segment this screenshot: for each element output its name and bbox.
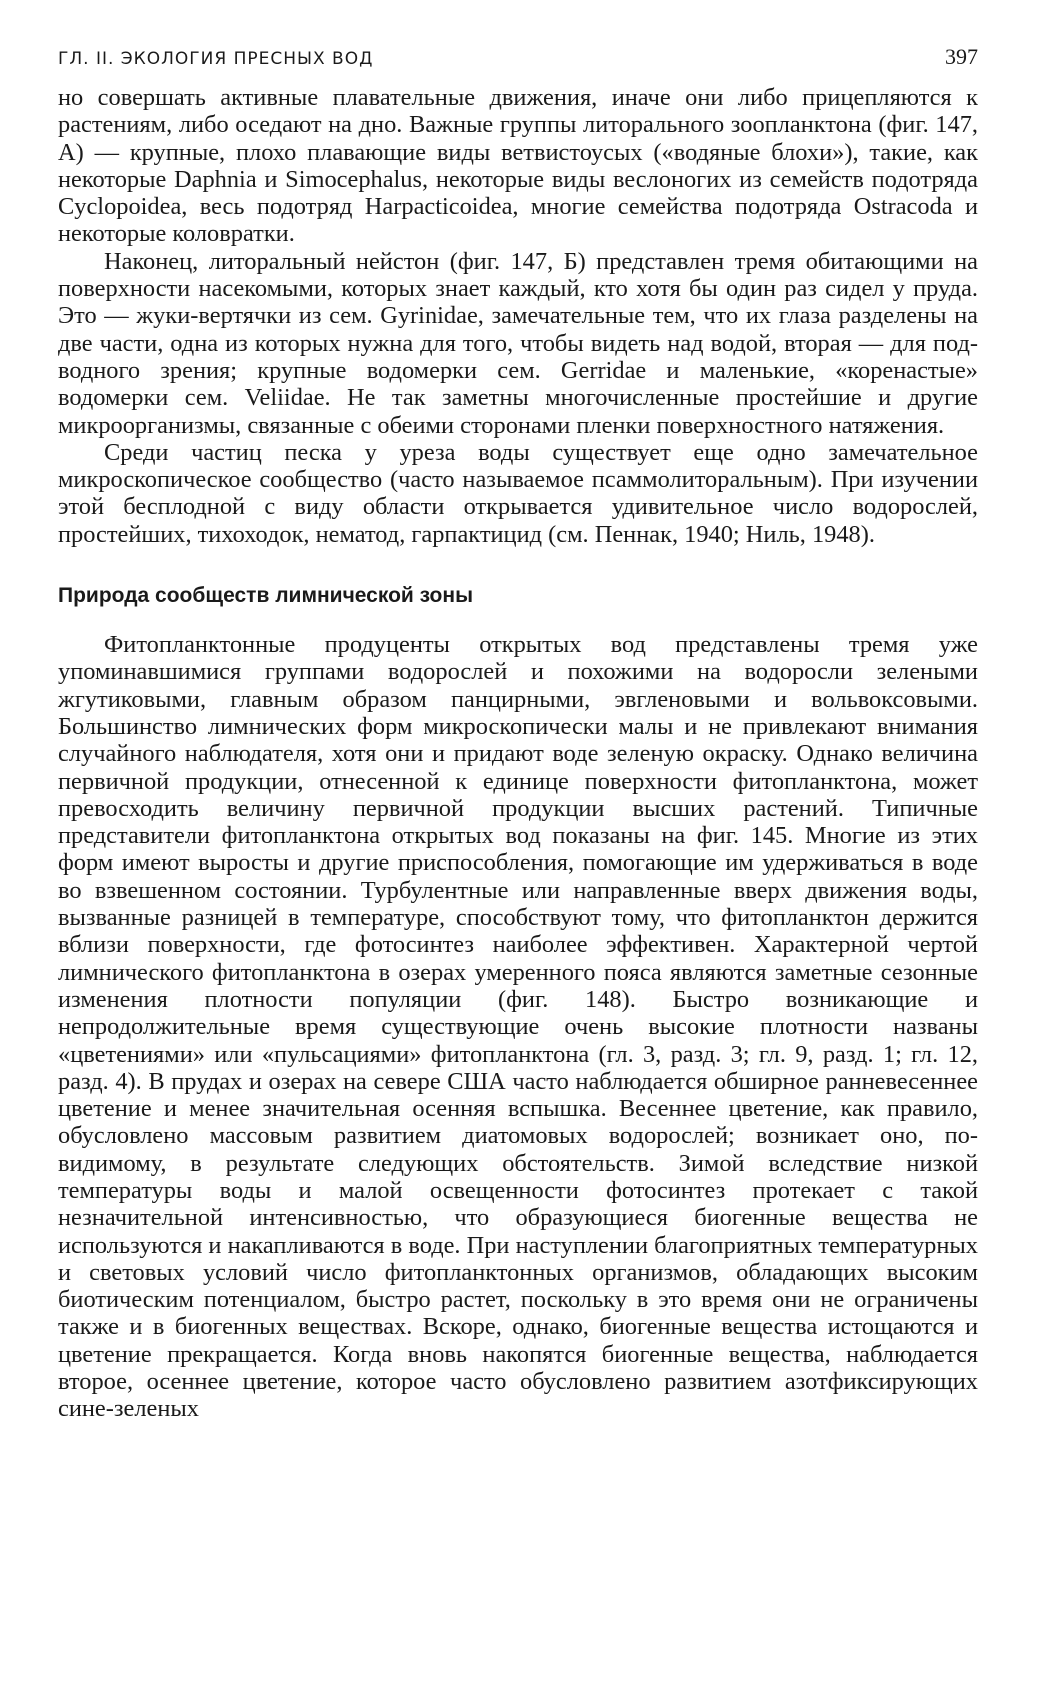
book-page	[58, 44, 978, 1423]
running-head	[58, 44, 978, 84]
page-number: 397	[945, 44, 978, 69]
paragraph: Среди частиц песка у уреза воды существует еще одно замечательное микроскопическое сообщество (часто называемое псаммолиторальным). При изучении этой бесплодной с виду области открывается удивительное число водорослей, простейших, тихоходок, нематод, гарпактицид (см. Пеннак, 1940; Ниль, 1948).	[58, 438, 978, 548]
paragraph: но совершать активные плавательные движения, иначе они либо прицепляются к растениям, либо оседают на дно. Важные группы литорального зоопланктона (фиг. 147, А) — крупные, плохо плавающие виды ветвистоусых («водяные блохи»), такие, как некоторые Daphnia и Simocephalus, некоторые виды веслоногих из семейств подотряда Cyclopoidea, весь подотряд Harpacticoidea, многие семейства подотряда Ostracoda и некоторые коловратки.	[58, 84, 978, 248]
running-title: ГЛ. II. ЭКОЛОГИЯ ПРЕСНЫХ ВОД	[58, 49, 374, 69]
body-text	[58, 84, 978, 1423]
paragraph: Фитопланктонные продуценты открытых вод представлены тремя уже упоминавшимися группами водорослей и похожими на водоросли зелеными жгутиковыми, главным образом панцирными, эвгленовыми и вольвоксовыми. Большинство лимнических форм микроскопически малы и не привлекают внимания случайного наблюдателя, хотя они и придают воде зеленую окраску. Однако величина первичной продукции, отнесенной к единице поверхности фитопланктона, может превосходить величину первичной продукции высших растений. Типичные представители фитопланктона открытых вод показаны на фиг. 145. Многие из этих форм имеют выросты и другие приспособления, помогающие им удерживаться в воде во взвешенном состоянии. Турбулентные или направленные вверх движения воды, вызванные разницей в температуре, способствуют тому, что фитопланктон держится вблизи поверхности, где фотосинтез наиболее эффективен. Характерной чертой лимнического фитопланктона в озерах умеренного пояса являются заметные сезонные изменения плотности популяции (фиг. 148). Быстро возникающие и непродолжительные время существующие очень высокие плотности названы «цветениями» или «пульсациями» фитопланктона (гл. 3, разд. 3; гл. 9, разд. 1; гл. 12, разд. 4). В прудах и озерах на севере США часто наблюдается обширное ранневесеннее цветение и менее значительная осенняя вспышка. Весеннее цветение, как правило, обусловлено массовым развитием диатомовых водорослей; возникает оно, по-видимому, в результате следующих обстоятельств. Зимой вследствие низкой температуры воды и малой освещенности фотосинтез протекает с такой незначительной интенсивностью, что образующиеся биогенные вещества не используются и накапливаются в воде. При наступлении благоприятных температурных и световых условий число фитопланктонных организмов, обладающих высоким биотическим потенциалом, быстро растет, поскольку в это время они не ограничены также и в биогенных веществах. Вскоре, однако, биогенные вещества истощаются и цветение прекращается. Когда вновь накопятся биогенные вещества, наблюдается второе, осеннее цветение, которое часто обусловлено развитием азотфиксирующих сине-зеленых	[58, 631, 978, 1423]
paragraph: Наконец, литоральный нейстон (фиг. 147, Б) представлен тремя обитающими на поверхности насекомыми, которых знает каждый, кто хотя бы один раз сидел у пруда. Это — жуки-вертячки из сем. Gyrinidae, замечательные тем, что их глаза разделены на две части, одна из которых нужна для того, чтобы видеть над водой, вторая — для подводного зрения; крупные водомерки сем. Gerridae и маленькие, «коренастые» водомерки сем. Veliidae. Не так заметны многочисленные простейшие и другие микроорганизмы, связанные с обеими сторонами пленки поверхностного натяжения.	[58, 247, 978, 439]
section-heading: Природа сообществ лимнической зоны	[58, 584, 474, 608]
